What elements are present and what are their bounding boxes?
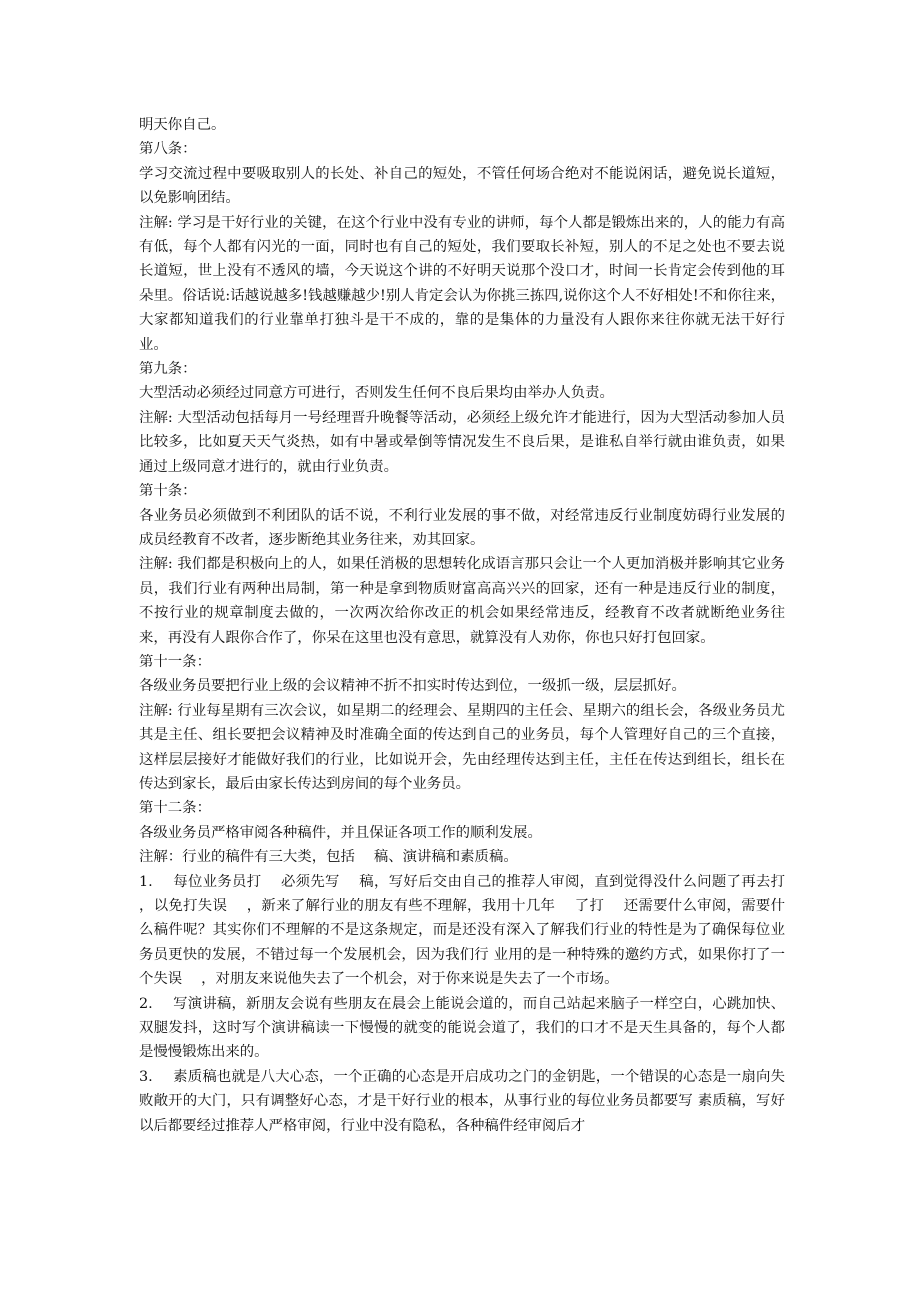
article-heading: 第十一条： bbox=[139, 653, 211, 670]
article-note: 注解: 学习是干好行业的关键，在这个行业中没有专业的讲师，每个人都是锻炼出来的，人的能力有高有低，每个人都有闪光的一面，同时也有自己的短处，我们要取长补短，别人的不足之处也不要去说长道短，世上没有不透风的墙，今天说这个讲的不好明天说那个没口才，时间一长肯定会传到他的耳朵里。俗话说:话越说越多!钱越赚越少!别人肯定会认为你挑三拣四,说你这个人不好相处!不和你往来，大家都知道我们的行业靠单打独斗是干不成的，靠的是集体的力量没有人跟你来往你就无法干好行业。 bbox=[139, 214, 785, 353]
list-item-number: 1. bbox=[139, 873, 153, 890]
article-rule: 各级业务员严格审阅各种稿件，并且保证各项工作的顺利发展。 bbox=[139, 824, 542, 841]
article-9 bbox=[139, 357, 785, 479]
list-item bbox=[139, 870, 804, 992]
article-heading: 第八条： bbox=[139, 141, 197, 158]
article-rule: 各业务员必须做到不利团队的话不说，不利行业发展的事不做，对经常违反行业制度妨碍行业发展的成员经教育不改者，逐步断绝其业务往来，劝其回家。 bbox=[139, 507, 785, 548]
article-note: 注解：行业的稿件有三大类，包括 稿、演讲稿和素质稿。 bbox=[139, 849, 518, 866]
list-item-text: 每位业务员打 必须先写 稿，写好后交由自己的推荐人审阅，直到觉得没什么问题了再去打 ，以免打失误 ，新来了解行业的朋友有些不理解，我用十几年 了打 还需要什么审阅，需要什么稿件呢？其实你们不理解的不是这条规定，而是还没有深入了解我们行业的特性是为了确保每位业务员更快的发展，不错过每一个发展机会，因为我们行 业用的是一种特殊的邀约方式，如果你打了一个失误 ，对朋友来说他失去了一个机会，对于你来说是失去了一个市场。 bbox=[139, 873, 804, 988]
document-page bbox=[139, 113, 804, 1138]
list-item bbox=[139, 992, 785, 1065]
article-10 bbox=[139, 479, 785, 650]
list-item bbox=[139, 1065, 785, 1138]
article-rule: 各级业务员要把行业上级的会议精神不折不扣实时传达到位，一级抓一级，层层抓好。 bbox=[139, 678, 686, 695]
article-rule: 大型活动必须经过同意方可进行，否则发生任何不良后果均由举办人负责。 bbox=[139, 385, 614, 402]
article-note: 注解: 我们都是积极向上的人，如果任消极的思想转化成语言那只会让一个人更加消极并影响其它业务员，我们行业有两种出局制，第一种是拿到物质财富高高兴兴的回家，还有一种是违反行业的制度，不按行业的规章制度去做的，一次两次给你改正的机会如果经常违反，经教育不改者就断绝业务往来，再没有人跟你合作了，你呆在这里也没有意思，就算没有人劝你，你也只好打包回家。 bbox=[139, 556, 785, 646]
article-11 bbox=[139, 650, 785, 796]
article-12 bbox=[139, 796, 785, 869]
list-item-text: 写演讲稿，新朋友会说有些朋友在晨会上能说会道的，而自己站起来脑子一样空白，心跳加快、双腿发抖，这时写个演讲稿读一下慢慢的就变的能说会道了，我们的口才不是天生具备的，每个人都是慢慢锻炼出来的。 bbox=[139, 995, 785, 1061]
list-item-text: 素质稿也就是八大心态，一个正确的心态是开启成功之门的金钥匙，一个错误的心态是一扇向失败敞开的大门，只有调整好心态，才是干好行业的根本，从事行业的每位业务员都要写 素质稿，写好以后都要经过推荐人严格审阅，行业中没有隐私，各种稿件经审阅后才 bbox=[139, 1068, 785, 1134]
numbered-list bbox=[139, 870, 804, 1138]
article-heading: 第十二条： bbox=[139, 800, 211, 817]
article-note: 注解: 行业每星期有三次会议，如星期二的经理会、星期四的主任会、星期六的组长会，各级业务员尤其是主任、组长要把会议精神及时准确全面的传达到自己的业务员，每个人管理好自己的三个直接，这样层层接好才能做好我们的行业，比如说开会，先由经理传达到主任，主任在传达到组长，组长在传达到家长，最后由家长传达到房间的每个业务员。 bbox=[139, 702, 785, 792]
article-heading: 第十条： bbox=[139, 483, 197, 500]
continuation-line: 明天你自己。 bbox=[139, 117, 226, 133]
list-item-number: 2. bbox=[139, 995, 153, 1012]
article-rule: 学习交流过程中要吸取别人的长处、补自己的短处，不管任何场合绝对不能说闲话，避免说长道短，以免影响团结。 bbox=[139, 165, 785, 207]
article-8 bbox=[139, 137, 785, 357]
list-item-number: 3. bbox=[139, 1068, 153, 1085]
article-heading: 第九条： bbox=[139, 361, 197, 378]
article-note: 注解: 大型活动包括每月一号经理晋升晚餐等活动，必须经上级允许才能进行，因为大型活动参加人员比较多，比如夏天天气炎热，如有中暑或晕倒等情况发生不良后果，是谁私自举行就由谁负责，如果通过上级同意才进行的，就由行业负责。 bbox=[139, 409, 785, 475]
